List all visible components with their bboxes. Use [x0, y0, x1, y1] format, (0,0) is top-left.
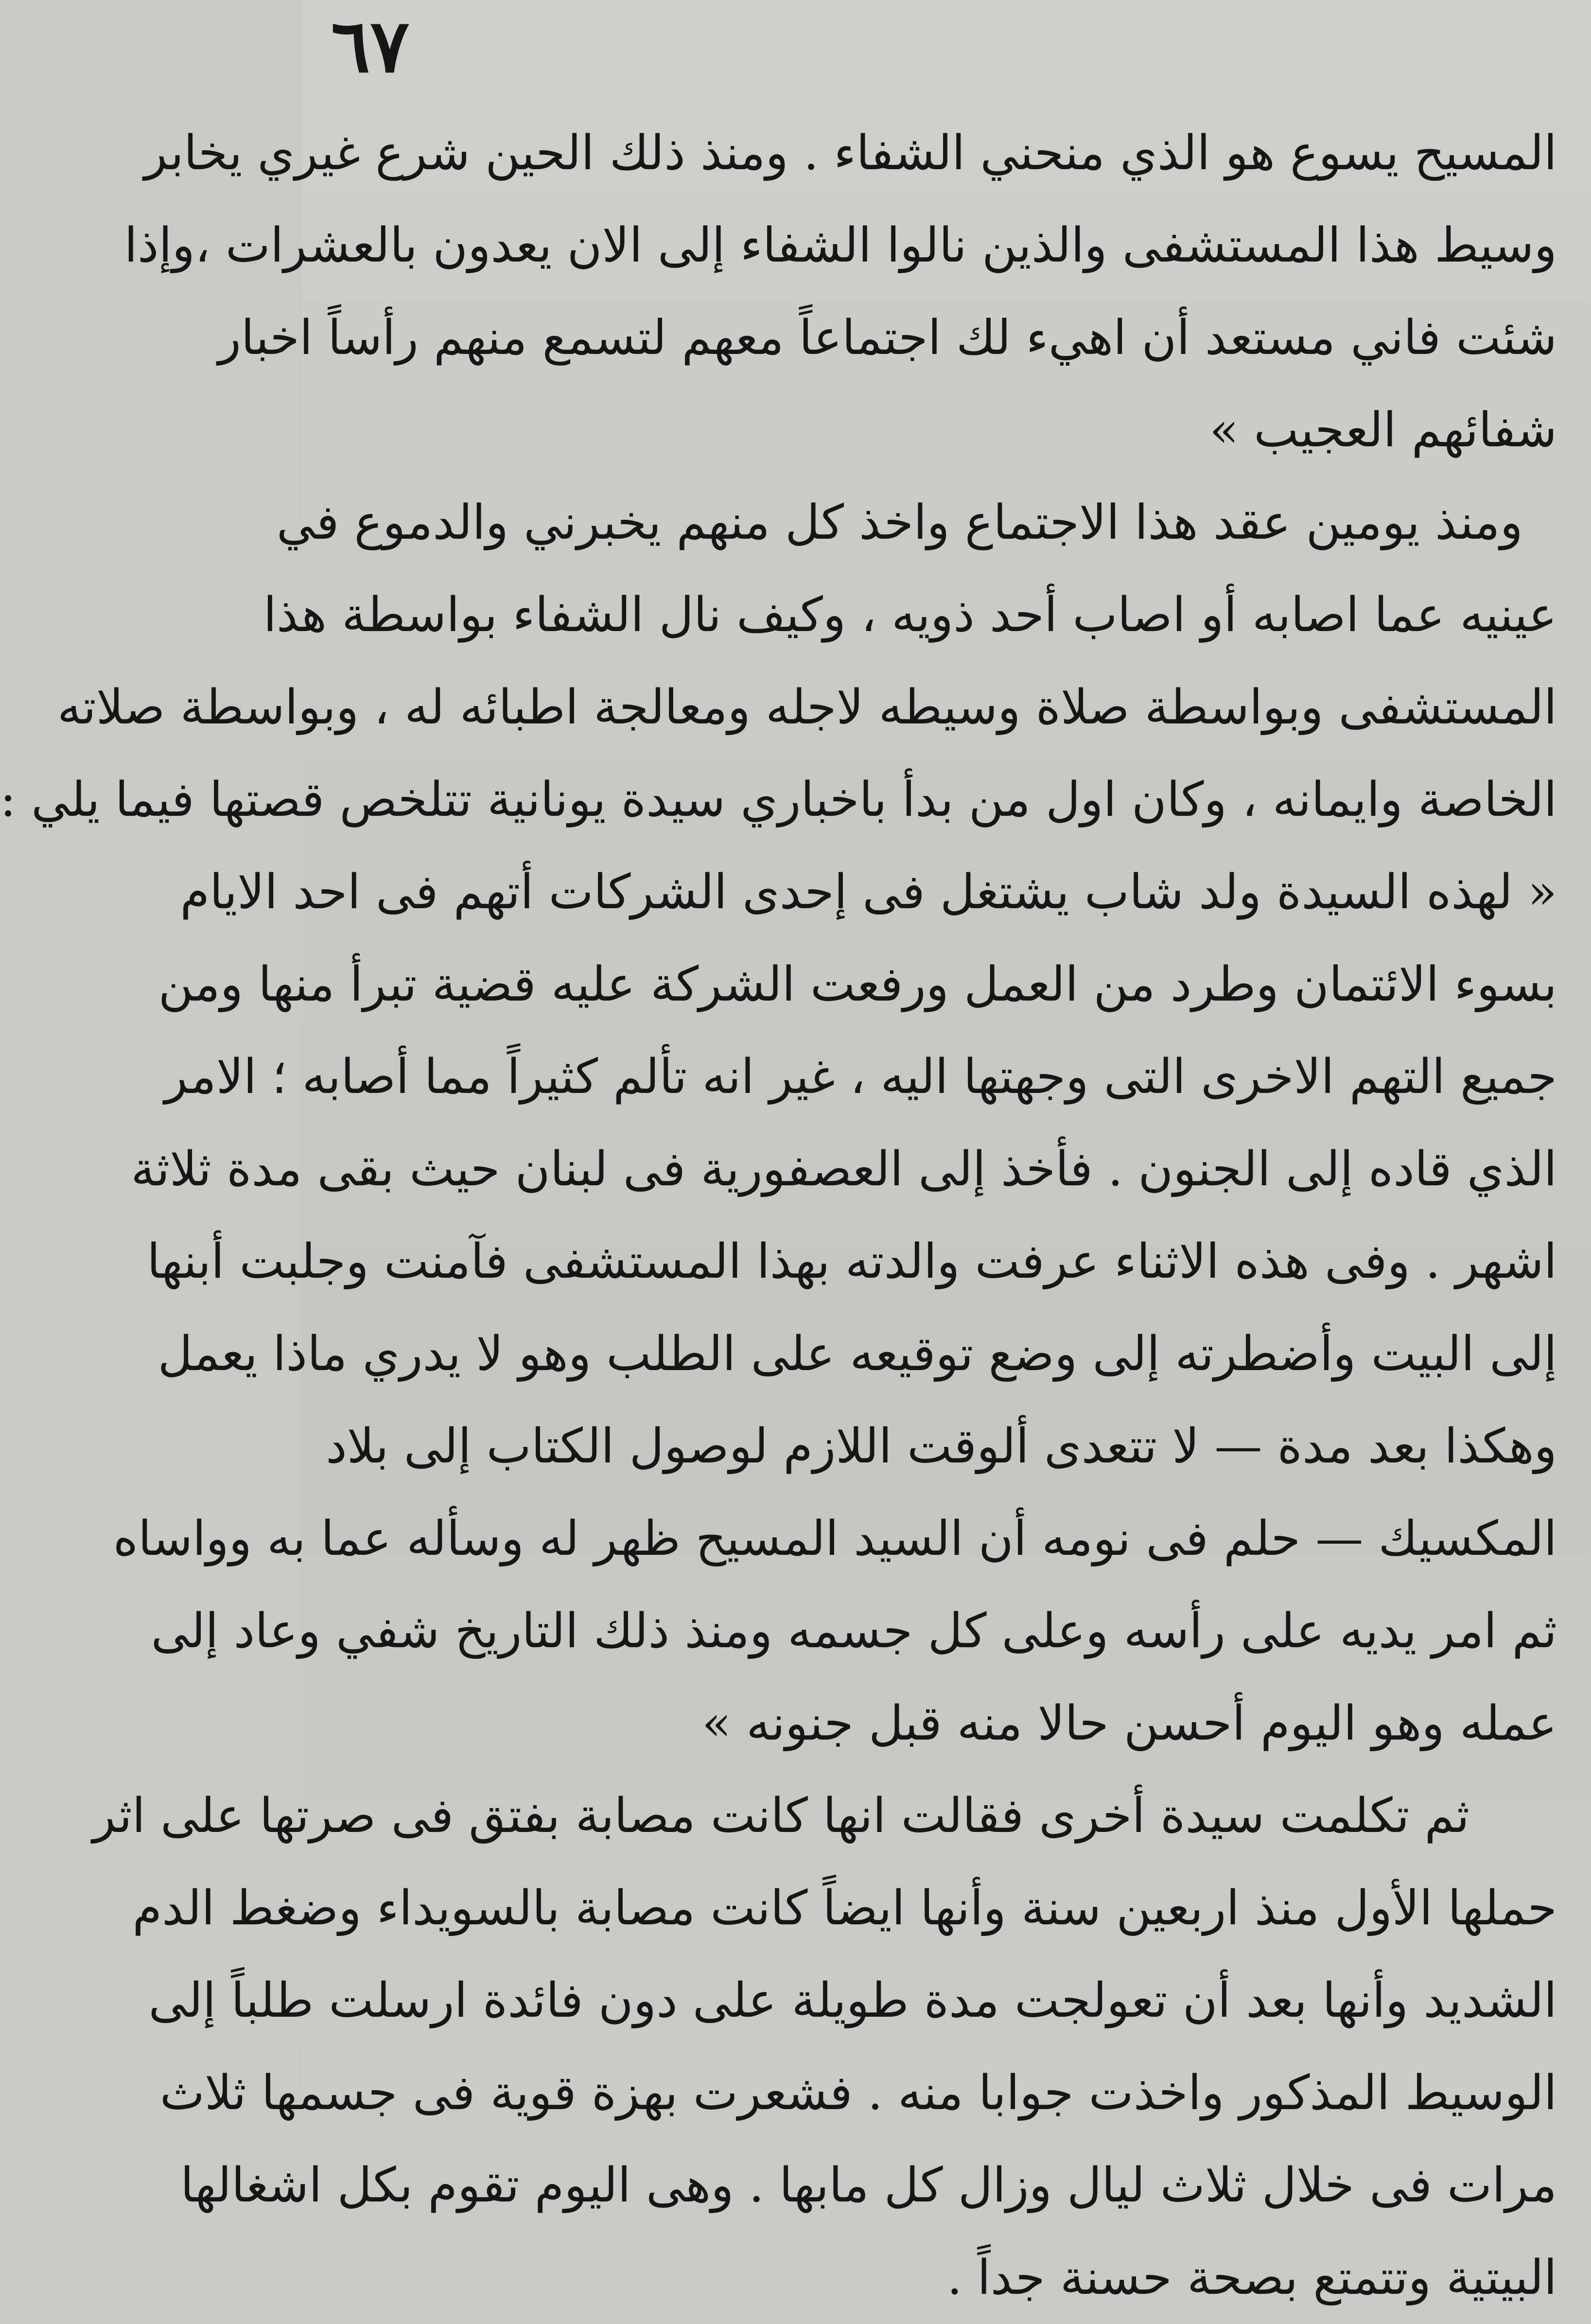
text-line: شئت فاني مستعد أن اهيء لك اجتماعاً معهم لتسمع منهم رأساً اخبار [218, 310, 1557, 366]
paragraph-start-line: ثم تكلمت سيدة أخرى فقالت انها كانت مصابة بفتق فى صرتها على اثر [92, 1788, 1469, 1844]
text-line: ثم امر يديه على رأسه وعلى كل جسمه ومنذ ذلك التاريخ شفي وعاد إلى [151, 1603, 1557, 1659]
text-line: المكسيك — حلم فى نومه أن السيد المسيح ظهر له وسأله عما به وواساه [113, 1511, 1557, 1567]
page-number: ٦٧ [331, 3, 410, 89]
paragraph-start-line: ومنذ يومين عقد هذا الاجتماع واخذ كل منهم يخبرني والدموع في [276, 495, 1523, 550]
text-line: المسيح يسوع هو الذي منحني الشفاء . ومنذ ذلك الحين شرع غيري يخابر [144, 125, 1557, 181]
text-line: الذي قاده إلى الجنون . فأخذ إلى العصفورية فى لبنان حيث بقى مدة ثلاثة [131, 1142, 1557, 1197]
text-line: شفائهم العجيب » [1209, 403, 1557, 458]
text-line: الشديد وأنها بعد أن تعولجت مدة طويلة على دون فائدة ارسلت طلباً إلى [148, 1973, 1557, 2028]
text-line: الخاصة وايمانه ، وكان اول من بدأ باخباري سيدة يونانية تتلخص قصتها فيما يلي : [0, 772, 1557, 827]
text-line: البيتية وتتمتع بصحة حسنة جداً . [947, 2250, 1557, 2306]
quote-start-line: « لهذه السيدة ولد شاب يشتغل فى إحدى الشركات أتهم فى احد الايام [180, 864, 1557, 920]
text-line: عينيه عما اصابه أو اصاب أحد ذويه ، وكيف نال الشفاء بواسطة هذا [263, 587, 1557, 643]
text-line: عمله وهو اليوم أحسن حالا منه قبل جنونه » [702, 1696, 1557, 1751]
text-line: بسوء الائتمان وطرد من العمل ورفعت الشركة عليه قضية تبرأ منها ومن [158, 957, 1557, 1012]
text-line: جميع التهم الاخرى التى وجهتها اليه ، غير انه تألم كثيراً مما أصابه ؛ الامر [164, 1049, 1557, 1105]
text-line: المستشفى وبواسطة صلاة وسيطه لاجله ومعالجة اطبائه له ، وبواسطة صلاته [57, 680, 1557, 735]
text-line: وسيط هذا المستشفى والذين نالوا الشفاء إلى الان يعدون بالعشرات ،وإذا [124, 218, 1557, 273]
text-line: مرات فى خلال ثلاث ليال وزال كل مابها . وهى اليوم تقوم بكل اشغالها [180, 2158, 1557, 2213]
text-line: إلى البيت وأضطرته إلى وضع توقيعه على الطلب وهو لا يدري ماذا يعمل [157, 1326, 1557, 1382]
text-line: الوسيط المذكور واخذت جوابا منه . فشعرت بهزة قوية فى جسمها ثلاث [159, 2065, 1557, 2121]
text-line: اشهر . وفى هذه الاثناء عرفت والدته بهذا المستشفى فآمنت وجلبت أبنها [147, 1234, 1557, 1289]
text-line: حملها الأول منذ اربعين سنة وأنها ايضاً كانت مصابة بالسويداء وضغط الدم [132, 1881, 1557, 1936]
body-text [0, 107, 1557, 2324]
text-line: وهكذا بعد مدة — لا تتعدى ألوقت اللازم لوصول الكتاب إلى بلاد [326, 1419, 1557, 1474]
